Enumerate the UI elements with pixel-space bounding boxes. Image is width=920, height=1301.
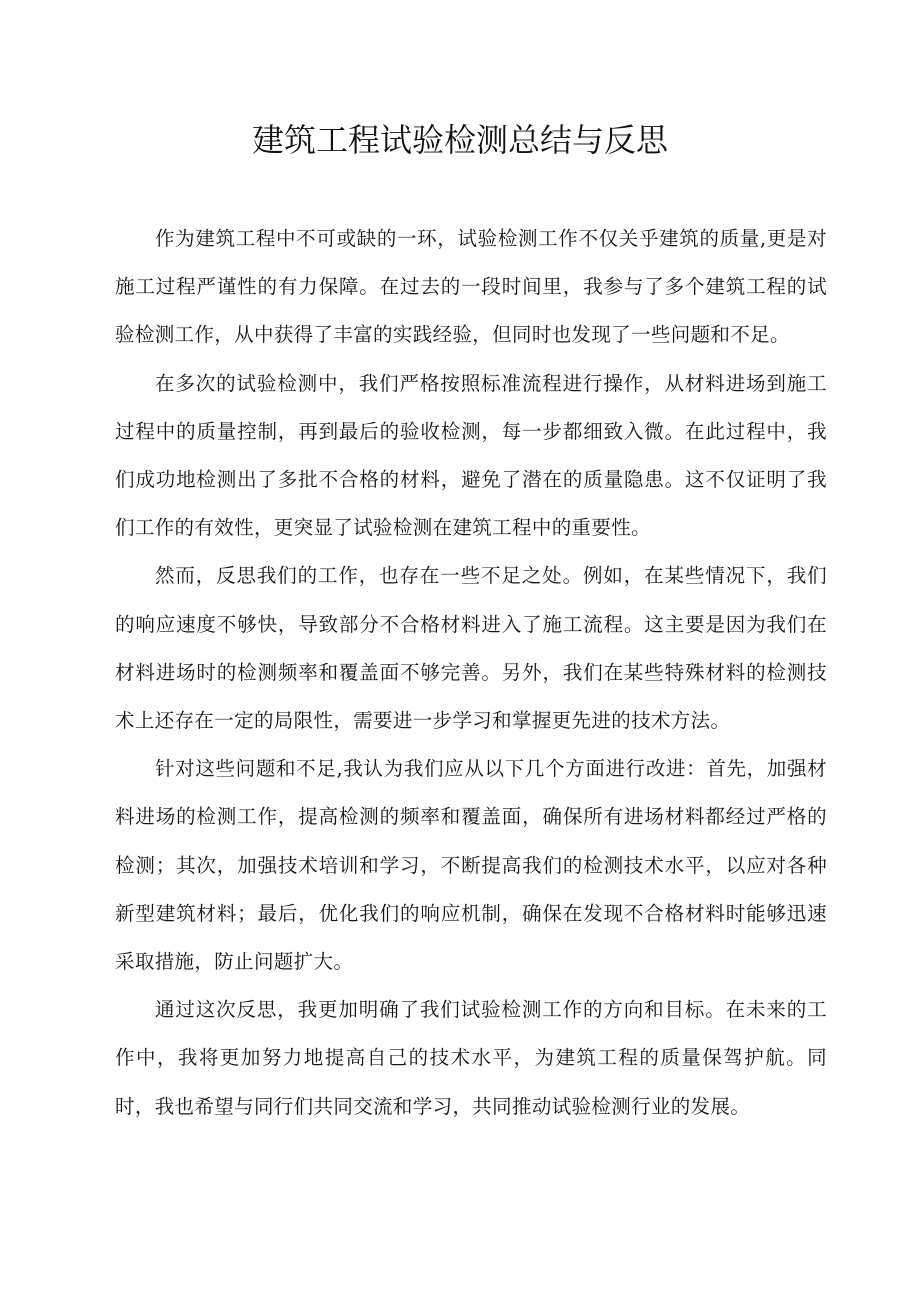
page-title: 建筑工程试验检测总结与反思 xyxy=(251,121,668,159)
paragraph-2: 在多次的试验检测中，我们严格按照标准流程进行操作，从材料进场到施工过程中的质量控制，再到最后的验收检测，每一步都细致入微。在此过程中，我们成功地检测出了多批不合格的材料，避免了潜在的质量隐患。这不仅证明了我们工作的有效性，更突显了试验检测在建筑工程中的重要性。 xyxy=(115,371,827,540)
paragraph-4: 针对这些问题和不足,我认为我们应从以下几个方面进行改进：首先，加强材料进场的检测工作，提高检测的频率和覆盖面，确保所有进场材料都经过严格的检测；其次，加强技术培训和学习，不断提高我们的检测技术水平，以应对各种新型建筑材料；最后，优化我们的响应机制，确保在发现不合格材料时能够迅速采取措施，防止问题扩大。 xyxy=(115,757,827,974)
paragraph-5: 通过这次反思，我更加明确了我们试验检测工作的方向和目标。在未来的工作中，我将更加努力地提高自己的技术水平，为建筑工程的质量保驾护航。同时，我也希望与同行们共同交流和学习，共同推动试验检测行业的发展。 xyxy=(115,998,827,1118)
paragraph-1: 作为建筑工程中不可或缺的一环，试验检测工作不仅关乎建筑的质量,更是对施工过程严谨性的有力保障。在过去的一段时间里，我参与了多个建筑工程的试验检测工作，从中获得了丰富的实践经验，但同时也发现了一些问题和不足。 xyxy=(115,227,827,347)
document-body xyxy=(115,215,827,1131)
paragraph-3: 然而，反思我们的工作，也存在一些不足之处。例如，在某些情况下，我们的响应速度不够快，导致部分不合格材料进入了施工流程。这主要是因为我们在材料进场时的检测频率和覆盖面不够完善。另外，我们在某些特殊材料的检测技术上还存在一定的局限性，需要进一步学习和掌握更先进的技术方法。 xyxy=(115,564,827,733)
